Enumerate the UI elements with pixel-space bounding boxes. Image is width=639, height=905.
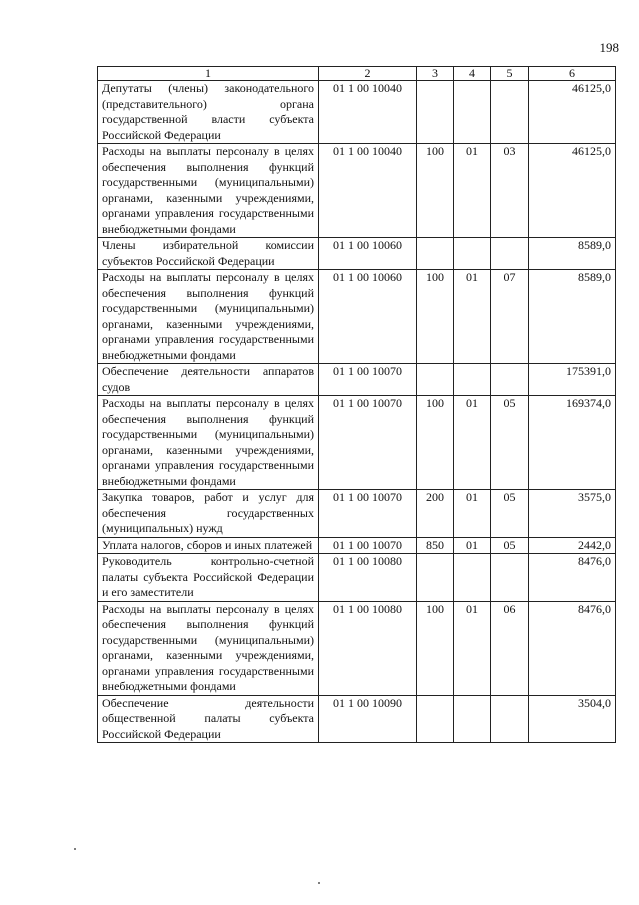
cell-subsection [491, 364, 529, 396]
cell-code: 01 1 00 10060 [319, 238, 417, 270]
cell-section: 01 [454, 270, 491, 364]
table-body [98, 81, 616, 743]
cell-subsection [491, 554, 529, 602]
cell-code: 01 1 00 10070 [319, 490, 417, 538]
cell-amount: 169374,0 [529, 396, 616, 490]
cell-section: 01 [454, 490, 491, 538]
cell-subsection [491, 238, 529, 270]
cell-amount: 3504,0 [529, 695, 616, 743]
table-row [98, 270, 616, 364]
cell-amount: 3575,0 [529, 490, 616, 538]
table-row [98, 695, 616, 743]
cell-expense-type: 100 [417, 396, 454, 490]
table-row [98, 144, 616, 238]
column-header-2: 2 [319, 67, 417, 81]
cell-section [454, 695, 491, 743]
budget-table [97, 66, 616, 743]
cell-name: Руководитель контрольно-счетной палаты субъекта Российской Федерации и его заместители [98, 554, 319, 602]
table-row [98, 238, 616, 270]
cell-code: 01 1 00 10070 [319, 364, 417, 396]
cell-name: Обеспечение деятельности аппаратов судов [98, 364, 319, 396]
cell-subsection [491, 695, 529, 743]
cell-name: Расходы на выплаты персоналу в целях обеспечения выполнения функций государственными (муниципальными) органами, казенными учреждениями, органами управления государственными внебюджетными фондами [98, 601, 319, 695]
page-number: 198 [599, 40, 619, 55]
cell-code: 01 1 00 10060 [319, 270, 417, 364]
cell-expense-type: 100 [417, 601, 454, 695]
cell-subsection [491, 81, 529, 144]
table-row [98, 364, 616, 396]
cell-section: 01 [454, 537, 491, 554]
cell-amount: 46125,0 [529, 144, 616, 238]
table-row [98, 601, 616, 695]
cell-expense-type: 100 [417, 270, 454, 364]
table-row [98, 554, 616, 602]
cell-subsection: 05 [491, 396, 529, 490]
cell-name: Расходы на выплаты персоналу в целях обеспечения выполнения функций государственными (муниципальными) органами, казенными учреждениями, органами управления государственными внебюджетными фондами [98, 396, 319, 490]
cell-subsection: 06 [491, 601, 529, 695]
cell-expense-type: 850 [417, 537, 454, 554]
cell-amount: 8476,0 [529, 601, 616, 695]
scan-speck [74, 848, 76, 850]
cell-section [454, 364, 491, 396]
cell-section: 01 [454, 601, 491, 695]
cell-code: 01 1 00 10090 [319, 695, 417, 743]
cell-amount: 175391,0 [529, 364, 616, 396]
cell-name: Члены избирательной комиссии субъектов Российской Федерации [98, 238, 319, 270]
column-header-6: 6 [529, 67, 616, 81]
cell-expense-type [417, 364, 454, 396]
cell-expense-type [417, 554, 454, 602]
cell-code: 01 1 00 10070 [319, 537, 417, 554]
cell-name: Расходы на выплаты персоналу в целях обеспечения выполнения функций государственными (муниципальными) органами, казенными учреждениями, органами управления государственными внебюджетными фондами [98, 270, 319, 364]
column-header-4: 4 [454, 67, 491, 81]
cell-subsection: 03 [491, 144, 529, 238]
column-header-1: 1 [98, 67, 319, 81]
cell-expense-type: 200 [417, 490, 454, 538]
cell-section: 01 [454, 144, 491, 238]
cell-expense-type [417, 238, 454, 270]
cell-name: Расходы на выплаты персоналу в целях обеспечения выполнения функций государственными (муниципальными) органами, казенными учреждениями, органами управления государственными внебюджетными фондами [98, 144, 319, 238]
cell-expense-type [417, 695, 454, 743]
cell-name: Уплата налогов, сборов и иных платежей [98, 537, 319, 554]
cell-amount: 8589,0 [529, 238, 616, 270]
table-row [98, 396, 616, 490]
table-header-row [98, 67, 616, 81]
column-header-3: 3 [417, 67, 454, 81]
table-row [98, 537, 616, 554]
cell-amount: 2442,0 [529, 537, 616, 554]
cell-code: 01 1 00 10080 [319, 601, 417, 695]
cell-section [454, 81, 491, 144]
cell-section [454, 554, 491, 602]
cell-amount: 8589,0 [529, 270, 616, 364]
cell-expense-type: 100 [417, 144, 454, 238]
cell-amount: 46125,0 [529, 81, 616, 144]
scan-speck [318, 882, 320, 884]
cell-section: 01 [454, 396, 491, 490]
cell-name: Обеспечение деятельности общественной палаты субъекта Российской Федерации [98, 695, 319, 743]
cell-name: Закупка товаров, работ и услуг для обеспечения государственных (муниципальных) нужд [98, 490, 319, 538]
cell-subsection: 05 [491, 490, 529, 538]
cell-code: 01 1 00 10070 [319, 396, 417, 490]
cell-expense-type [417, 81, 454, 144]
table-row [98, 81, 616, 144]
cell-code: 01 1 00 10080 [319, 554, 417, 602]
cell-subsection: 07 [491, 270, 529, 364]
cell-code: 01 1 00 10040 [319, 144, 417, 238]
cell-section [454, 238, 491, 270]
table-row [98, 490, 616, 538]
cell-code: 01 1 00 10040 [319, 81, 417, 144]
cell-name: Депутаты (члены) законодательного (представительного) органа государственной власти субъекта Российской Федерации [98, 81, 319, 144]
cell-subsection: 05 [491, 537, 529, 554]
cell-amount: 8476,0 [529, 554, 616, 602]
column-header-5: 5 [491, 67, 529, 81]
